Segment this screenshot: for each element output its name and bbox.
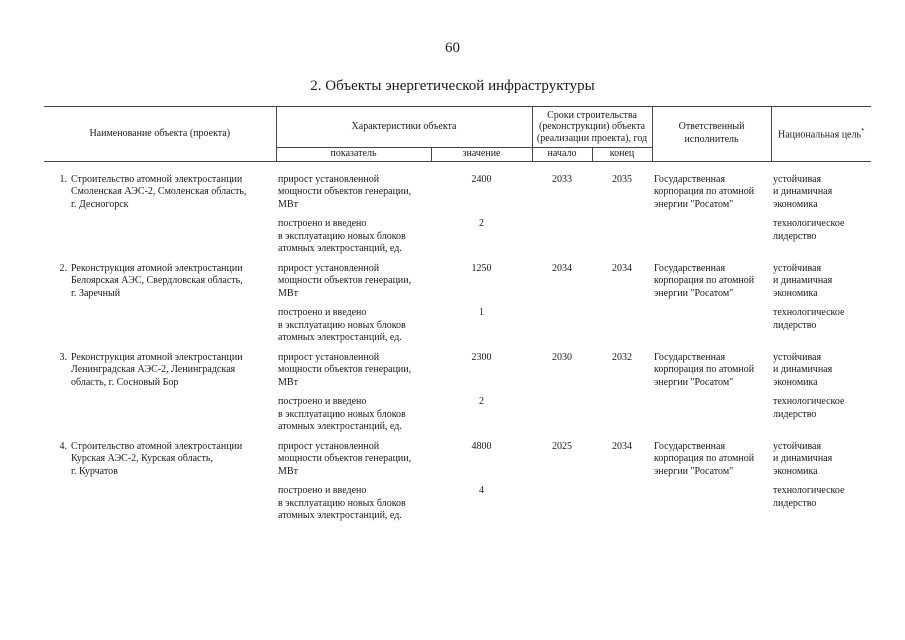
national-goal: устойчивая и динамичная экономика: [773, 173, 833, 210]
national-goal: устойчивая и динамичная экономика: [773, 440, 833, 477]
indicator-value: 2: [479, 218, 485, 229]
object-name: Строительство атомной электростанции Смоленская АЭС-2, Смоленская область, г. Десногорск: [71, 173, 247, 210]
end-year: 2034: [612, 440, 633, 452]
end-year: 2032: [612, 351, 633, 363]
executor: Государственная корпорация по атомной энергии "Росатом": [654, 440, 755, 477]
indicator-text: построено и введено в эксплуатацию новых блоков атомных электростанций, ед.: [278, 485, 406, 521]
page-title: 2. Объекты энергетической инфраструктуры: [310, 78, 595, 94]
indicator-value: 4: [479, 485, 485, 496]
indicator-text: построено и введено в эксплуатацию новых блоков атомных электростанций, ед.: [278, 307, 406, 343]
table-row: [44, 211, 871, 256]
executor: Государственная корпорация по атомной энергии "Росатом": [654, 173, 755, 210]
row-number: 3.: [59, 351, 67, 363]
row-number: 2.: [59, 262, 67, 274]
indicator-value: 2400: [471, 173, 492, 185]
indicator-text: построено и введено в эксплуатацию новых блоков атомных электростанций, ед.: [278, 396, 406, 432]
executor: Государственная корпорация по атомной энергии "Росатом": [654, 262, 755, 299]
header-start: начало: [532, 148, 592, 162]
start-year: 2025: [552, 440, 573, 452]
indicator-text: прирост установленной мощности объектов генерации, МВт: [278, 351, 412, 388]
national-goal: устойчивая и динамичная экономика: [773, 262, 833, 299]
table-row: [44, 300, 871, 345]
page-number: 60: [445, 40, 460, 56]
table-row: [44, 256, 871, 301]
start-year: 2034: [552, 262, 573, 274]
indicator-text: построено и введено в эксплуатацию новых блоков атомных электростанций, ед.: [278, 218, 406, 254]
header-value: значение: [431, 148, 532, 162]
end-year: 2034: [612, 262, 633, 274]
header-characteristics: Характеристики объекта: [276, 107, 532, 148]
header-goal-mark: *: [861, 127, 865, 136]
indicator-value: 4800: [471, 440, 492, 452]
indicator-value: 1: [479, 307, 485, 318]
indicator-text: прирост установленной мощности объектов генерации, МВт: [278, 173, 412, 210]
header-goal: [771, 107, 871, 162]
indicator-text: прирост установленной мощности объектов генерации, МВт: [278, 262, 412, 299]
object-name: Строительство атомной электростанции Курская АЭС-2, Курская область, г. Курчатов: [71, 440, 243, 477]
indicator-text: прирост установленной мощности объектов генерации, МВт: [278, 440, 412, 477]
national-goal: технологическое лидерство: [773, 485, 845, 509]
header-indicator: показатель: [276, 148, 431, 162]
header-executor: Ответственный исполнитель: [652, 107, 771, 162]
object-name: Реконструкция атомной электростанции Ленинградская АЭС-2, Ленинградская область, г. Сосновый Бор: [71, 351, 243, 388]
national-goal: технологическое лидерство: [773, 307, 845, 331]
header-end: конец: [592, 148, 652, 162]
table-row: [44, 389, 871, 434]
header-goal-label: Национальная цель: [778, 129, 862, 141]
executor: Государственная корпорация по атомной энергии "Росатом": [654, 351, 755, 388]
row-number: 4.: [59, 440, 67, 452]
start-year: 2033: [552, 173, 573, 185]
infrastructure-table: [44, 106, 871, 523]
object-name: Реконструкция атомной электростанции Белоярская АЭС, Свердловская область, г. Заречный: [71, 262, 243, 299]
indicator-value: 1250: [471, 262, 492, 274]
indicator-value: 2300: [471, 351, 492, 363]
national-goal: устойчивая и динамичная экономика: [773, 351, 833, 388]
start-year: 2030: [552, 351, 573, 363]
table-row: [44, 345, 871, 390]
end-year: 2035: [612, 173, 633, 185]
indicator-value: 2: [479, 396, 485, 407]
table-row: [44, 174, 871, 212]
header-name: Наименование объекта (проекта): [44, 107, 276, 162]
row-number: 1.: [59, 173, 67, 185]
table-row: [44, 478, 871, 523]
national-goal: технологическое лидерство: [773, 218, 845, 242]
header-terms: Сроки строительства (реконструкции) объекта (реализации проекта), год: [532, 107, 652, 148]
national-goal: технологическое лидерство: [773, 396, 845, 420]
table-row: [44, 434, 871, 479]
